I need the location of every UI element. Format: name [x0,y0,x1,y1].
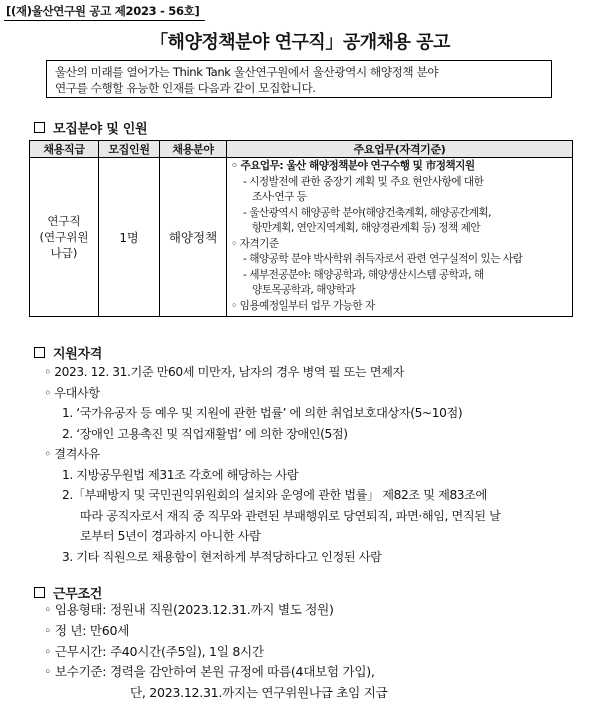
condition-item: ◦ 근무시간: 주40시간(주5일), 1일 8시간 [44,643,264,659]
disqualification-item: 3. 기타 직원으로 채용함이 현저하게 부적당하다고 인정된 사람 [62,549,382,564]
duty-line: - 울산광역시 해양공학 분야(해양건축계획, 해양공간계획, [243,206,492,219]
disqualification-title: ◦ 결격사유 [44,447,100,461]
grade-line: (연구위원 [39,230,89,244]
checkbox-square-icon [34,122,45,133]
grade-cell [30,158,99,317]
recruitment-table [29,140,573,317]
condition-item: ◦ 임용형태: 정원내 직원(2023.12.31.까지 별도 정원) [44,602,334,617]
column-header: 채용분야 [160,141,227,158]
section-conditions-heading: 근무조건 [34,583,102,602]
disqualification-item-cont: 따라 공직자로서 재직 중 직무와 관련된 부패행위로 당연퇴직, 파면·해임, 면직된 날 [80,508,501,523]
condition-item: ◦ 보수기준: 경력을 감안하여 본원 규정에 따름(4대보험 가입), [44,664,375,680]
column-header: 채용직급 [30,141,99,158]
disqualification-item: 2.「부패방지 및 국민권익위원회의 설치와 운영에 관한 법률」 제82조 및 제83조에 [62,488,487,502]
duty-line: ◦ 자격기준 [231,237,279,250]
disqualification-item-cont: 로부터 5년이 경과하지 아니한 사람 [80,529,261,543]
pay-continuation: 단, 2023.12.31.까지는 연구위원나급 초임 지급 [130,685,388,701]
duty-line: 양토목공학과, 해양학과 [252,284,356,296]
preference-item: 2. ‘장애인 고용촉진 및 직업재활법’ 에 의한 장애인(5점) [62,426,348,441]
section-qualification-heading: 지원자격 [34,343,102,362]
duty-line: - 세부전공분야: 해양공학과, 해양생산시스템 공학과, 해 [243,268,484,281]
condition-item: ◦ 정 년: 만60세 [44,622,130,638]
section-recruitment-heading: 모집분야 및 인원 [34,118,147,137]
duty-line: 항만계획, 연안지역계획, 해양경관계획 등) 정책 제안 [252,222,481,234]
disqualification-item: 1. 지방공무원법 제31조 각호에 해당하는 사람 [62,467,299,482]
field-cell: 해양정책 [160,158,227,317]
conditions-block [44,600,387,704]
duty-line: 조사·연구 등 [252,191,307,203]
table-header-row [30,141,573,158]
duty-line: ◦ 주요업무: 울산 해양정책분야 연구수행 및 市정책지원 [231,160,475,172]
duty-line: - 해양공학 분야 박사학위 취득자로서 관련 연구실적이 있는 사람 [243,253,523,265]
age-requirement: ◦ 2023. 12. 31.기준 만60세 미만자, 남자의 경우 병역 필 또는 면제자 [44,365,404,379]
intro-line-2: 연구를 수행할 유능한 인재를 다음과 같이 모집합니다. [55,81,316,95]
intro-line-1: 울산의 미래를 열어가는 Think Tank 울산연구원에서 울산광역시 해양정책 분야 [55,65,439,79]
checkbox-square-icon [34,347,45,358]
duties-cell [227,158,573,317]
page-title: 「해양정책분야 연구직」공개채용 공고 [150,32,450,53]
checkbox-square-icon [34,587,45,598]
intro-box [46,60,552,98]
table-row [30,158,573,317]
preference-item: 1. ‘국가유공자 등 예우 및 지원에 관한 법률’ 에 의한 취업보호대상자(5~10점) [62,406,463,420]
notice-number: [(재)울산연구원 공고 제2023 - 56호] [4,3,205,21]
count-cell: 1명 [99,158,160,317]
grade-line: 연구직 [47,214,81,228]
grade-line: 나급) [50,246,78,260]
preference-title: ◦ 우대사항 [44,385,100,400]
qualification-block [44,362,500,567]
column-header: 모집인원 [99,141,160,158]
column-header: 주요업무(자격기준) [227,141,573,158]
duty-line: ◦ 임용예정일부터 업무 가능한 자 [231,299,375,312]
duty-line: - 시정발전에 관한 중장기 계획 및 주요 현안사항에 대한 [243,175,484,188]
